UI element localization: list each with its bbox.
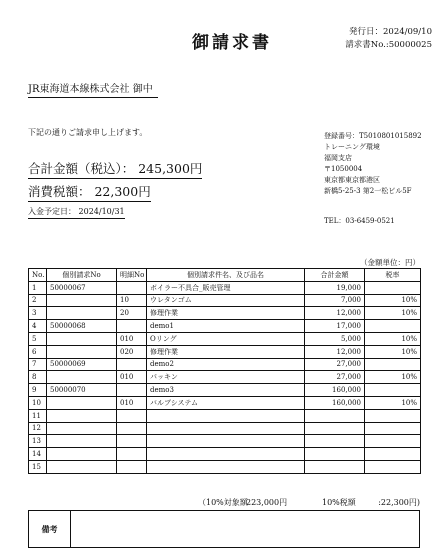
table-row [29,448,421,461]
cell-detail-no: 020 [117,345,147,358]
cell-detail-no: 010 [117,332,147,345]
cell-invoice-no [47,371,117,384]
col-header-item-name: 個別請求件名、及び品名 [147,269,305,282]
cell-invoice-no: 50000068 [47,320,117,333]
taxable-value: 223,000円 [246,498,288,507]
col-header-amount: 合計金額 [305,269,365,282]
cell-no: 5 [29,332,47,345]
cell-tax-rate [365,460,421,473]
cell-tax-rate [365,384,421,397]
invoice-number: 請求書No.:50000025 [345,40,432,50]
cell-no: 2 [29,294,47,307]
cell-detail-no [117,281,147,294]
items-table [28,268,421,474]
cell-invoice-no [47,332,117,345]
tax-summary-value: :22,300円) [378,498,420,507]
table-row [29,332,421,345]
cell-tax-rate [365,422,421,435]
total-amount: 合計金額（税込）： 245,300円 [28,159,202,179]
cell-tax-rate [365,435,421,448]
cell-no: 6 [29,345,47,358]
sender-address-1: 東京都東京都港区 [324,176,380,184]
cell-no: 7 [29,358,47,371]
cell-tax-rate [365,281,421,294]
sender-branch: 福岡支店 [324,154,352,162]
cell-item-name: demo3 [147,384,305,397]
cell-amount: 160,000 [305,384,365,397]
cell-item-name: 修理作業 [147,345,305,358]
cell-no: 11 [29,409,47,422]
col-header-tax-rate: 税率 [365,269,421,282]
cell-amount: 27,000 [305,371,365,384]
document-title: 御請求書 [192,33,272,53]
cell-invoice-no [47,460,117,473]
cell-invoice-no [47,345,117,358]
cell-detail-no: 010 [117,396,147,409]
cell-no: 9 [29,384,47,397]
cell-item-name [147,460,305,473]
cell-no: 3 [29,307,47,320]
cell-invoice-no [47,294,117,307]
cell-detail-no [117,358,147,371]
cell-item-name: ウレタンゴム [147,294,305,307]
cell-item-name [147,422,305,435]
table-row [29,307,421,320]
cell-detail-no [117,320,147,333]
cell-invoice-no: 50000069 [47,358,117,371]
cell-amount: 160,000 [305,396,365,409]
cell-amount: 7,000 [305,294,365,307]
table-row [29,460,421,473]
cell-no: 13 [29,435,47,448]
table-row [29,422,421,435]
cell-tax-rate [365,448,421,461]
cell-detail-no [117,435,147,448]
table-row [29,320,421,333]
col-header-detail-no: 明細No [117,269,147,282]
due-date: 入金予定日： 2024/10/31 [28,206,125,219]
table-row [29,384,421,397]
cell-amount: 27,000 [305,358,365,371]
cell-invoice-no [47,435,117,448]
cell-tax-rate: 10% [365,396,421,409]
cell-no: 8 [29,371,47,384]
cell-item-name: パッキン [147,371,305,384]
cell-amount: 19,000 [305,281,365,294]
cell-amount [305,422,365,435]
cell-amount: 12,000 [305,345,365,358]
cell-detail-no [117,422,147,435]
cell-no: 4 [29,320,47,333]
cell-detail-no: 010 [117,371,147,384]
cell-no: 14 [29,448,47,461]
col-header-invoice-no: 個別請求No [47,269,117,282]
issue-date: 発行日：2024/09/10 [349,27,432,37]
cell-item-name [147,409,305,422]
cell-amount [305,435,365,448]
table-header-row [29,269,421,282]
cell-amount [305,460,365,473]
cell-amount [305,448,365,461]
sender-tel: TEL：03-6459-0521 [324,217,395,225]
table-row [29,396,421,409]
tax-summary-label: 10%税額 [322,498,356,507]
cell-invoice-no [47,448,117,461]
cell-item-name: バルブシステム [147,396,305,409]
cell-invoice-no [47,422,117,435]
registration-number: 登録番号：T5010801015892 [324,132,422,140]
cell-tax-rate [365,409,421,422]
table-row [29,435,421,448]
cell-no: 1 [29,281,47,294]
cell-tax-rate: 10% [365,294,421,307]
table-row [29,281,421,294]
remarks-box [28,510,420,548]
cell-amount: 17,000 [305,320,365,333]
cell-tax-rate [365,358,421,371]
cell-detail-no [117,409,147,422]
tax-amount: 消費税額： 22,300円 [28,182,151,202]
cell-item-name: demo1 [147,320,305,333]
sender-block [324,131,422,227]
cell-amount: 5,000 [305,332,365,345]
cell-detail-no [117,448,147,461]
cell-item-name: 修理作業 [147,307,305,320]
intro-text: 下記の通りご請求申し上げます。 [28,128,148,137]
cell-item-name: demo2 [147,358,305,371]
cell-amount: 12,000 [305,307,365,320]
cell-item-name: ボイラー不具合_販売管理 [147,281,305,294]
cell-amount [305,409,365,422]
cell-item-name [147,435,305,448]
cell-tax-rate: 10% [365,332,421,345]
cell-tax-rate [365,320,421,333]
cell-no: 15 [29,460,47,473]
recipient-name: JR東海道本線株式会社 御中 [28,80,158,98]
cell-no: 12 [29,422,47,435]
sender-company: トレーニング環境 [324,143,380,151]
cell-invoice-no [47,409,117,422]
cell-invoice-no: 50000067 [47,281,117,294]
cell-detail-no [117,384,147,397]
cell-invoice-no: 50000070 [47,384,117,397]
cell-tax-rate: 10% [365,345,421,358]
sender-address-2: 新橋5-25-3 第2一松ビル5F [324,187,412,195]
cell-item-name [147,448,305,461]
table-row [29,358,421,371]
cell-invoice-no [47,307,117,320]
sender-zip: 〒1050004 [324,165,363,173]
cell-item-name: Oリング [147,332,305,345]
table-row [29,371,421,384]
cell-invoice-no [47,396,117,409]
taxable-label: （10%対象額 [198,498,248,507]
col-header-no: No. [29,269,47,282]
cell-no: 10 [29,396,47,409]
unit-note: （金額単位：円） [360,258,420,267]
cell-tax-rate: 10% [365,307,421,320]
table-row [29,294,421,307]
remarks-label: 備考 [29,511,71,547]
cell-tax-rate: 10% [365,371,421,384]
issue-info [345,26,432,52]
cell-detail-no: 10 [117,294,147,307]
table-row [29,345,421,358]
table-row [29,409,421,422]
cell-detail-no: 20 [117,307,147,320]
cell-detail-no [117,460,147,473]
